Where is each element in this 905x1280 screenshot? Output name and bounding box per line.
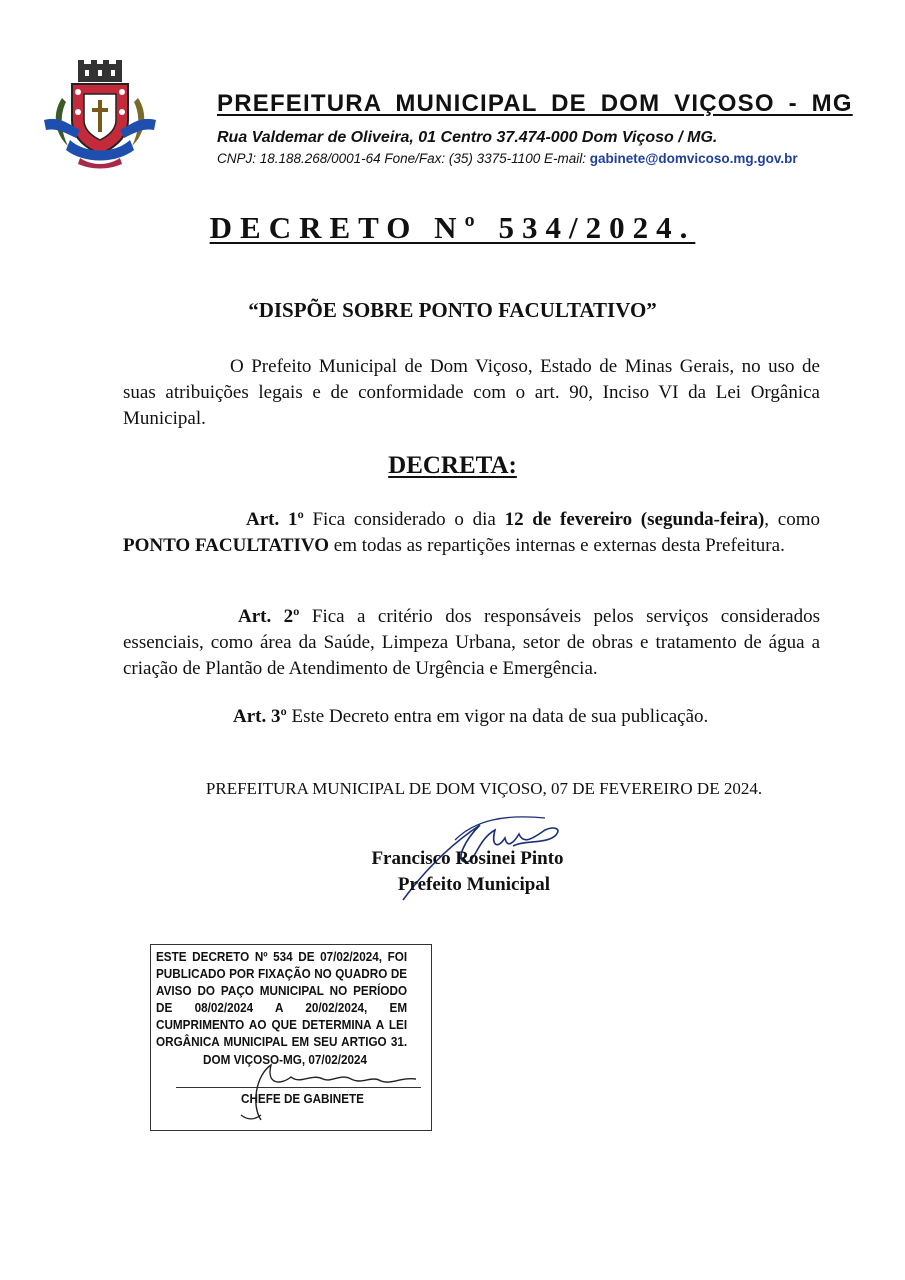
stamp-line: AVISO DO PAÇO MUNICIPAL NO PERÍODO	[156, 984, 408, 998]
article-1-term: PONTO FACULTATIVO	[123, 535, 330, 556]
place-and-date: PREFEITURA MUNICIPAL DE DOM VIÇOSO, 07 DE FEVEREIRO DE 2024.	[205, 779, 763, 798]
article-1-label: Art. 1º	[246, 509, 304, 530]
article-3-label: Art. 3º	[233, 706, 287, 727]
institution-address: Rua Valdemar de Oliveira, 01 Centro 37.474-000 Dom Viçoso / MG.	[217, 129, 718, 146]
stamp-line: ORGÂNICA MUNICIPAL EM SEU ARTIGO 31.	[156, 1035, 408, 1049]
institution-title: PREFEITURA MUNICIPAL DE DOM VIÇOSO - MG	[217, 90, 853, 117]
signatory-role: Prefeito Municipal	[397, 874, 551, 895]
institution-contact	[217, 151, 798, 166]
decree-subject: “DISPÕE SOBRE PONTO FACULTATIVO”	[248, 298, 657, 322]
stamp-line: CUMPRIMENTO AO QUE DETERMINA A LEI	[156, 1018, 408, 1032]
stamp-role: CHEFE DE GABINETE	[241, 1092, 364, 1106]
stamp-text	[156, 949, 407, 1051]
contact-prefix: CNPJ: 18.188.268/0001-64 Fone/Fax: (35) 3375-1100 E-mail:	[217, 151, 586, 166]
stamp-line: ESTE DECRETO Nº 534 DE 07/02/2024, FOI	[156, 950, 408, 964]
email-link[interactable]: gabinete@domvicoso.mg.gov.br	[589, 151, 798, 166]
article-2-text: Fica a critério dos responsáveis pelos serviços considerados essenciais, como área da Saúde, Limpeza Urbana, setor de obras e tratamento de água a criação de Plantão de Atendimento de Urgência e Emergência.	[123, 606, 820, 679]
municipal-coat-of-arms-icon	[40, 58, 160, 170]
preamble-paragraph: O Prefeito Municipal de Dom Viçoso, Estado de Minas Gerais, no uso de suas atribuições legais e de conformidade com o art. 90, Inciso VI da Lei Orgânica Municipal.	[123, 356, 820, 429]
signatory-name: Francisco Rosinei Pinto	[371, 848, 564, 869]
stamp-place-date: DOM VIÇOSO-MG, 07/02/2024	[203, 1053, 368, 1067]
article-3	[123, 704, 820, 730]
article-1	[123, 507, 820, 559]
article-1-date: 12 de fevereiro (segunda-feira)	[504, 509, 765, 530]
article-1-text-a: Fica considerado o dia	[303, 509, 505, 530]
decreta-heading: DECRETA:	[388, 452, 517, 479]
article-2-label: Art. 2º	[238, 606, 300, 627]
stamp-line: PUBLICADO POR FIXAÇÃO NO QUADRO DE	[156, 967, 408, 981]
article-1-text-c: em todas as repartições internas e externas desta Prefeitura.	[329, 535, 785, 556]
article-2	[123, 604, 820, 682]
decree-title: DECRETO Nº 534/2024.	[209, 210, 696, 245]
article-3-text: Este Decreto entra em vigor na data de sua publicação.	[286, 706, 709, 727]
chief-signature-icon	[231, 1055, 431, 1125]
article-1-text-b: , como	[764, 509, 820, 530]
stamp-line: DE 08/02/2024 A 20/02/2024, EM	[156, 1001, 408, 1015]
publication-stamp	[150, 944, 432, 1131]
